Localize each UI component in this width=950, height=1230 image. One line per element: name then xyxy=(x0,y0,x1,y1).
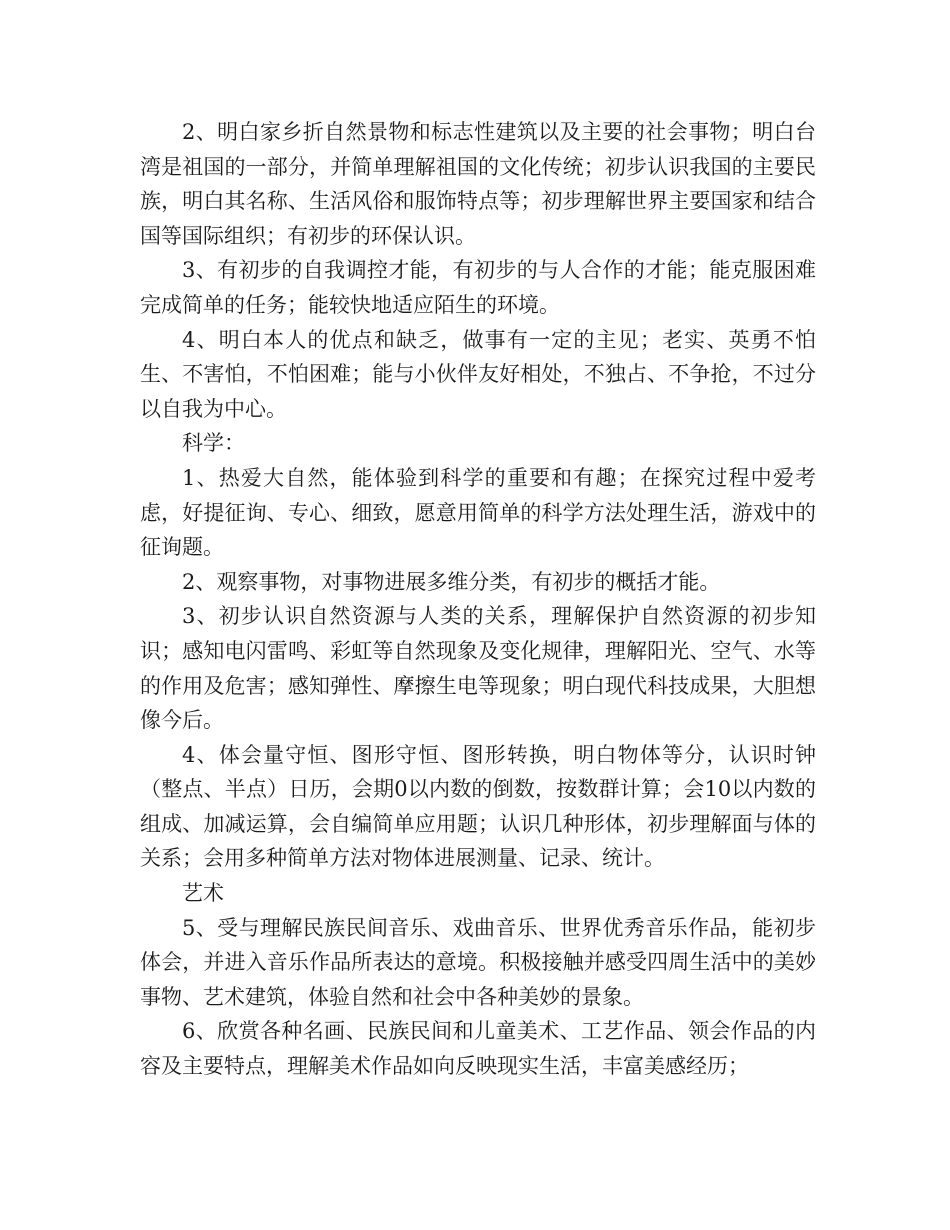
paragraph-3: 4、明白本人的优点和缺乏，做事有一定的主见；老实、英勇不怕生、不害怕，不怕困难；能与小伙伴友好相处，不独占、不争抢，不过分以自我为中心。 xyxy=(140,327,816,421)
paragraph-1: 2、明白家乡折自然景物和标志性建筑以及主要的社会事物；明白台湾是祖国的一部分，并简单理解祖国的文化传统；初步认识我国的主要民族，明白其名称、生活风俗和服饰特点等；初步理解世界主要国家和结合国等国际组织；有初步的环保认识。 xyxy=(140,120,816,248)
paragraph-10: 5、受与理解民族民间音乐、戏曲音乐、世界优秀音乐作品，能初步体会，并进入音乐作品所表达的意境。积极接触并感受四周生活中的美妙事物、艺术建筑，体验自然和社会中各种美妙的景象。 xyxy=(140,915,816,1009)
paragraph-5: 1、热爱大自然，能体验到科学的重要和有趣；在探究过程中爱考虑，好提征询、专心、细致，愿意用简单的科学方法处理生活，游戏中的征询题。 xyxy=(140,465,816,560)
paragraph-11: 6、欣赏各种名画、民族民间和儿童美术、工艺作品、领会作品的内容及主要特点，理解美术作品如向反映现实生活，丰富美感经历； xyxy=(140,1019,816,1079)
document-body xyxy=(140,115,816,1084)
paragraph-2: 3、有初步的自我调控才能，有初步的与人合作的才能；能克服困难完成简单的任务；能较快地适应陌生的环境。 xyxy=(140,258,816,317)
paragraph-7: 3、初步认识自然资源与人类的关系，理解保护自然资源的初步知识；感知电闪雷鸣、彩虹等自然现象及变化规律，理解阳光、空气、水等的作用及危害；感知弹性、摩擦生电等现象；明白现代科技成果，大胆想像今后。 xyxy=(140,604,816,733)
section-heading-science: 科学： xyxy=(182,431,245,456)
paragraph-8: 4、体会量守恒、图形守恒、图形转换，明白物体等分，认识时钟（整点、半点）日历，会期0以内数的倒数，按数群计算；会10以内数的组成、加减运算，会自编简单应用题；认识几种形体，初步理解面与体的关系；会用多种简单方法对物体进展测量、记录、统计。 xyxy=(140,742,816,871)
section-heading-art: 艺术 xyxy=(182,881,224,906)
paragraph-6: 2、观察事物，对事物进展多维分类，有初步的概括才能。 xyxy=(182,569,721,594)
